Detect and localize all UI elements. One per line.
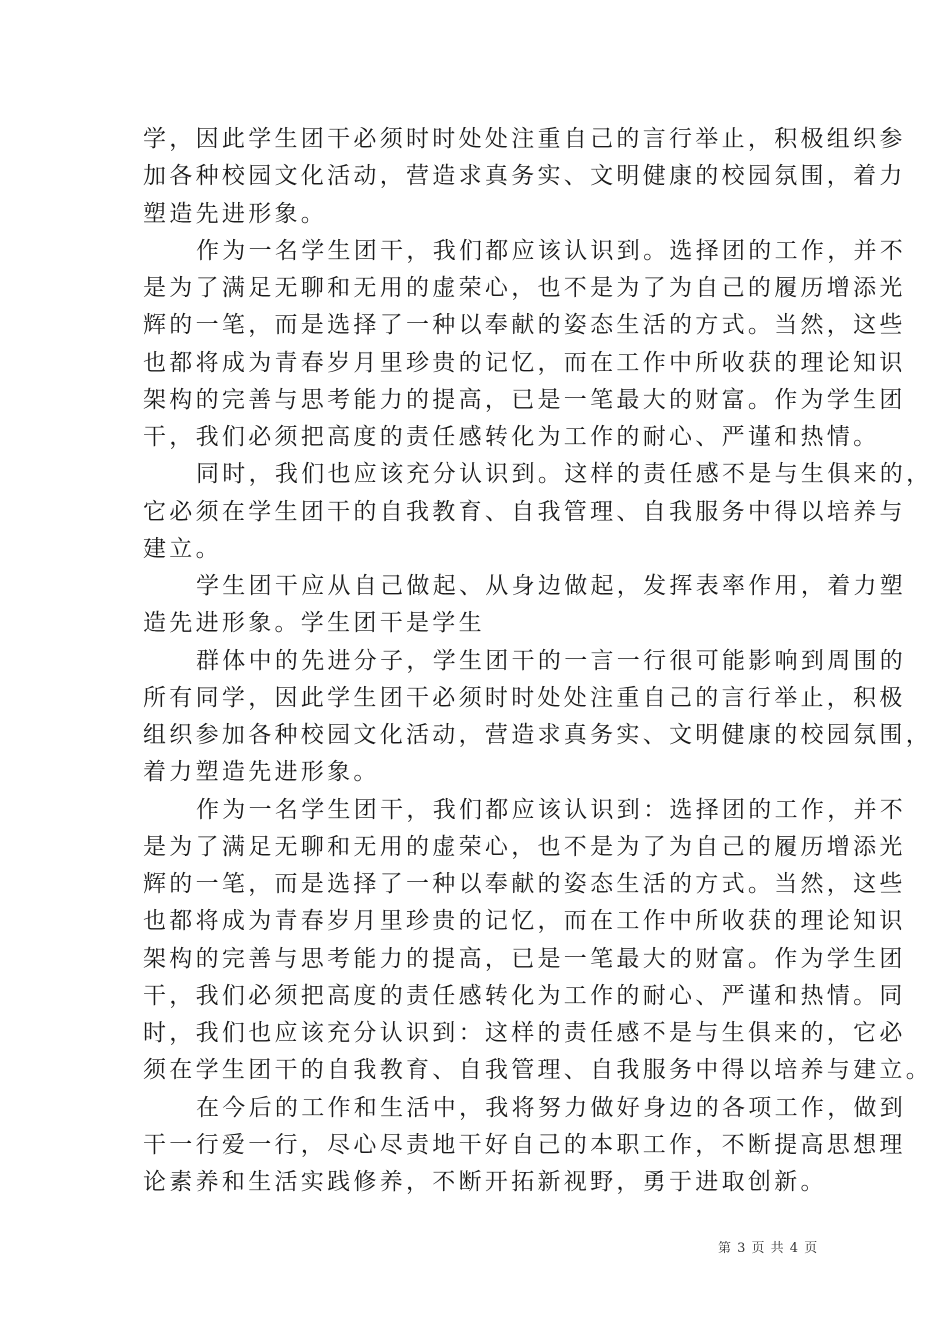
text-line: 加各种校园文化活动，营造求真务实、文明健康的校园氛围，着力 — [143, 163, 906, 190]
text-line: 所有同学，因此学生团干必须时时处处注重自己的言行举止，积极 — [143, 684, 906, 711]
paragraph-6 — [143, 792, 932, 1090]
text-line: 时，我们也应该充分认识到：这样的责任感不是与生俱来的，它必 — [143, 1020, 906, 1046]
text-line: 它必须在学生团干的自我教育、自我管理、自我服务中得以培养与 — [143, 498, 906, 525]
text-line: 干，我们必须把高度的责任感转化为工作的耐心、严谨和热情。同 — [143, 982, 906, 1009]
paragraph-5 — [143, 643, 932, 792]
text-line: 是为了满足无聊和无用的虚荣心，也不是为了为自己的履历增添光 — [143, 275, 906, 301]
paragraph-1 — [143, 121, 906, 233]
text-line: 架构的完善与思考能力的提高，已是一笔最大的财富。作为学生团 — [143, 945, 906, 972]
text-line: 作为一名学生团干，我们都应该认识到：选择团的工作，并不 — [196, 796, 907, 823]
text-line: 学生团干应从自己做起、从身边做起，发挥表率作用，着力塑 — [196, 573, 907, 599]
paragraph-2 — [143, 233, 907, 457]
text-line: 是为了满足无聊和无用的虚荣心，也不是为了为自己的履历增添光 — [143, 833, 906, 860]
text-line: 塑造先进形象。 — [143, 200, 328, 227]
text-line: 论素养和生活实践修养，不断开拓新视野，勇于进取创新。 — [143, 1169, 827, 1195]
text-line: 须在学生团干的自我教育、自我管理、自我服务中得以培养与建立。 — [143, 1057, 932, 1084]
paragraph-7 — [143, 1090, 907, 1202]
text-line: 架构的完善与思考能力的提高，已是一笔最大的财富。作为学生团 — [143, 386, 906, 413]
text-line: 也都将成为青春岁月里珍贵的记忆，而在工作中所收获的理论知识 — [143, 908, 906, 935]
text-line: 着力塑造先进形象。 — [143, 759, 380, 786]
text-line: 辉的一笔，而是选择了一种以奉献的姿态生活的方式。当然，这些 — [143, 312, 906, 339]
document-body — [143, 121, 933, 1201]
text-line: 学，因此学生团干必须时时处处注重自己的言行举止，积极组织参 — [143, 126, 906, 152]
paragraph-3 — [143, 456, 933, 568]
paragraph-4 — [143, 568, 907, 643]
text-line: 造先进形象。学生团干是学生 — [143, 610, 485, 637]
text-line: 干一行爱一行，尽心尽责地干好自己的本职工作，不断提高思想理 — [143, 1131, 906, 1158]
text-line: 辉的一笔，而是选择了一种以奉献的姿态生活的方式。当然，这些 — [143, 871, 906, 897]
text-line: 也都将成为青春岁月里珍贵的记忆，而在工作中所收获的理论知识 — [143, 349, 906, 376]
text-line: 同时，我们也应该充分认识到。这样的责任感不是与生俱来的， — [196, 461, 933, 488]
text-line: 组织参加各种校园文化活动，营造求真务实、文明健康的校园氛围， — [143, 722, 932, 748]
text-line: 干，我们必须把高度的责任感转化为工作的耐心、严谨和热情。 — [143, 424, 880, 450]
page-number-footer: 第 3 页 共 4 页 — [718, 1241, 819, 1256]
text-line: 作为一名学生团干，我们都应该认识到。选择团的工作，并不 — [196, 237, 907, 264]
text-line: 在今后的工作和生活中，我将努力做好身边的各项工作，做到 — [196, 1094, 907, 1121]
text-line: 建立。 — [143, 535, 222, 562]
text-line: 群体中的先进分子，学生团干的一言一行很可能影响到周围的 — [196, 647, 907, 674]
